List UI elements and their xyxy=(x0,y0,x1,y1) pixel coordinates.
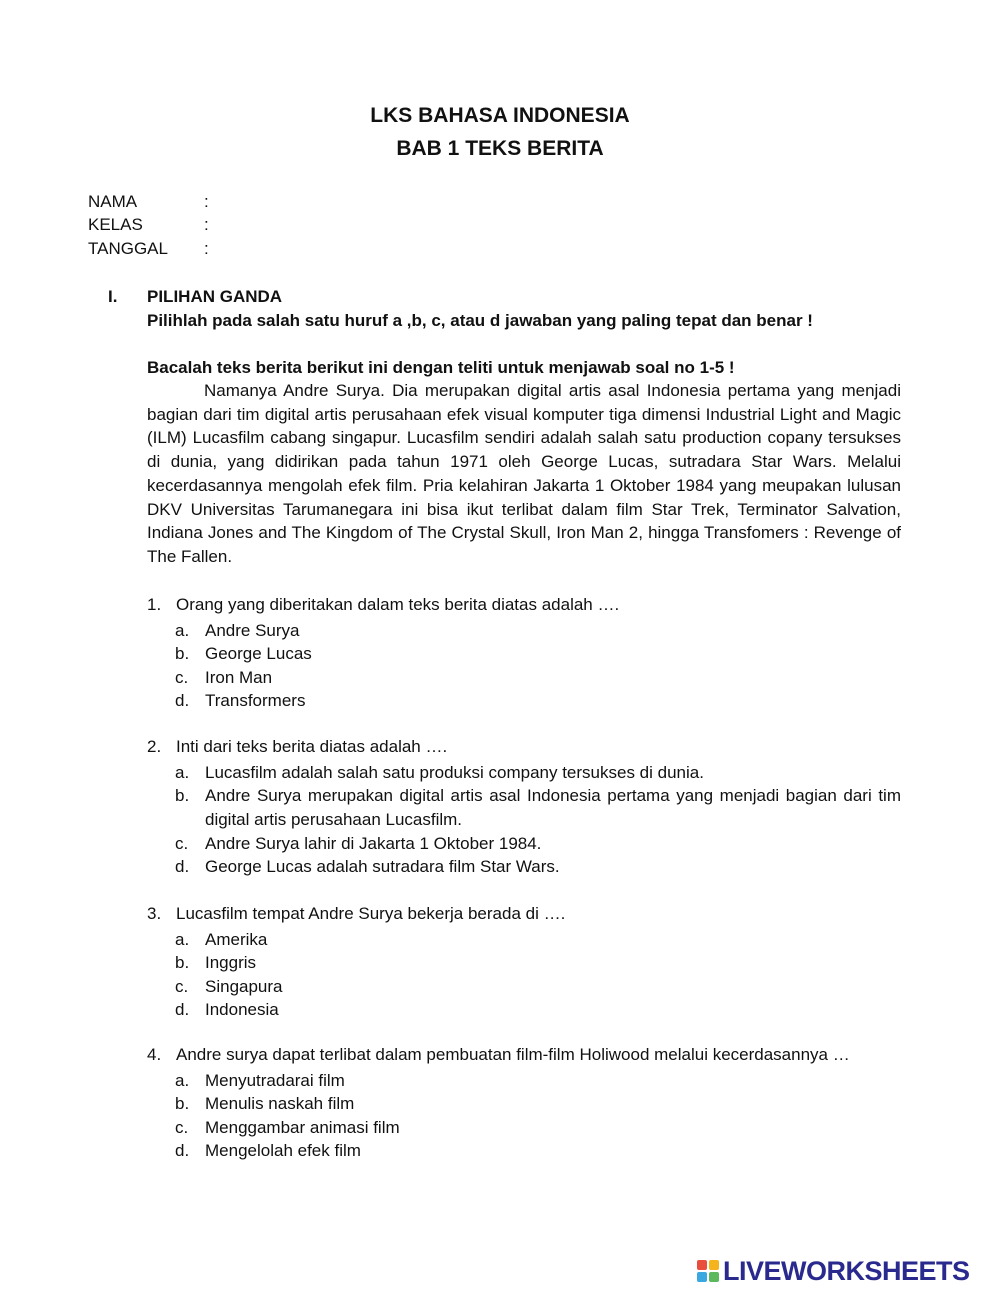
option-text: Andre Surya lahir di Jakarta 1 Oktober 1984. xyxy=(205,833,542,853)
option-text: Andre Surya xyxy=(205,620,300,640)
logo-square xyxy=(697,1260,707,1270)
option-label: c. xyxy=(175,1117,189,1137)
option-label: b. xyxy=(175,1094,190,1113)
section-instruction: Pilihlah pada salah satu huruf a ,b, c, atau d jawaban yang paling tepat dan benar ! xyxy=(147,311,813,330)
option-label: a. xyxy=(175,929,190,949)
option-text: Inggris xyxy=(205,953,257,972)
liveworksheets-logo xyxy=(697,1256,970,1286)
option-text: Menulis naskah film xyxy=(205,1094,355,1113)
option-label: a. xyxy=(175,1070,190,1090)
passage-text: Namanya Andre Surya. Dia merupakan digital artis asal Indonesia pertama yang menjadi bagian dari tim digital artis perusahaan efek visual komputer tiga dimensi Industrial Light and Magic (ILM) Lucasfilm cabang singapur. Lucasfilm sendiri adalah salah satu production copany tersukses di dunia, yang didirikan pada tahun 1971 oleh George Lucas, sutradara Star Wars. Melalui kecerdasannya mengolah efek film. Pria kelahiran Jakarta 1 Oktober 1984 yang meupakan lulusan DKV Universitas Tarumanegara ini bisa ikut terlibat dalam film Star Trek, Terminator Salvation, Indiana Jones and The Kingdom of The Crystal Skull, Iron Man 2, hingga Transfomers : Revenge of The Fallen. xyxy=(147,381,901,566)
logo-square xyxy=(709,1260,719,1270)
option-text: Lucasfilm adalah salah satu produksi company tersukses di dunia. xyxy=(205,762,704,782)
option-text: Menyutradarai film xyxy=(205,1070,345,1090)
identity-colon: : xyxy=(204,239,209,258)
liveworksheets-logo-icon xyxy=(697,1260,719,1282)
identity-colon: : xyxy=(204,215,209,234)
option-label: a. xyxy=(175,620,190,640)
option-text: Transformers xyxy=(205,691,306,710)
option-text: Menggambar animasi film xyxy=(205,1117,400,1137)
question-text: Lucasfilm tempat Andre Surya bekerja berada di …. xyxy=(176,904,566,923)
liveworksheets-logo-text: LIVEWORKSHEETS xyxy=(723,1255,970,1286)
chapter-title: BAB 1 TEKS BERITA xyxy=(396,137,604,160)
option-label: d. xyxy=(175,1141,190,1160)
identity-label: TANGGAL xyxy=(88,239,168,258)
question-number: 4. xyxy=(147,1045,162,1064)
option-text: Singapura xyxy=(205,976,283,996)
option-label: a. xyxy=(175,762,190,782)
option-text: Andre Surya merupakan digital artis asal Indonesia pertama yang menjadi bagian dari tim digital artis perusahaan Lucasfilm. xyxy=(205,786,901,829)
option-label: c. xyxy=(175,833,189,853)
option-label: d. xyxy=(175,691,190,710)
news-passage xyxy=(147,379,901,569)
identity-label: NAMA xyxy=(88,192,138,211)
option-label: c. xyxy=(175,667,189,687)
question-number: 1. xyxy=(147,595,162,614)
identity-class-row xyxy=(88,215,209,235)
option-label: b. xyxy=(175,644,190,663)
identity-colon: : xyxy=(204,192,209,211)
identity-date-row xyxy=(88,239,209,259)
worksheet-title: LKS BAHASA INDONESIA xyxy=(370,104,630,127)
section-title: PILIHAN GANDA xyxy=(147,287,283,306)
logo-square xyxy=(709,1272,719,1282)
option-text: Iron Man xyxy=(205,667,273,687)
question-text: Inti dari teks berita diatas adalah …. xyxy=(176,737,448,756)
option-label: d. xyxy=(175,1000,190,1019)
option-label: d. xyxy=(175,857,190,876)
question-text: Orang yang diberitakan dalam teks berita diatas adalah …. xyxy=(176,595,620,614)
option-text: George Lucas xyxy=(205,644,312,663)
option-label: b. xyxy=(175,786,190,805)
option-text: Amerika xyxy=(205,929,268,949)
question-text: Andre surya dapat terlibat dalam pembuatan film-film Holiwood melalui kecerdasannya … xyxy=(176,1045,850,1064)
option-text: Mengelolah efek film xyxy=(205,1141,361,1160)
option-text: Indonesia xyxy=(205,1000,279,1019)
section-number: I. xyxy=(108,287,118,306)
identity-name-row xyxy=(88,192,209,212)
reading-instruction: Bacalah teks berita berikut ini dengan teliti untuk menjawab soal no 1-5 ! xyxy=(147,358,735,377)
question-number: 3. xyxy=(147,904,162,923)
identity-label: KELAS xyxy=(88,215,143,234)
question-number: 2. xyxy=(147,737,162,756)
option-label: b. xyxy=(175,953,190,972)
option-label: c. xyxy=(175,976,189,996)
logo-square xyxy=(697,1272,707,1282)
option-text: George Lucas adalah sutradara film Star Wars. xyxy=(205,857,560,876)
